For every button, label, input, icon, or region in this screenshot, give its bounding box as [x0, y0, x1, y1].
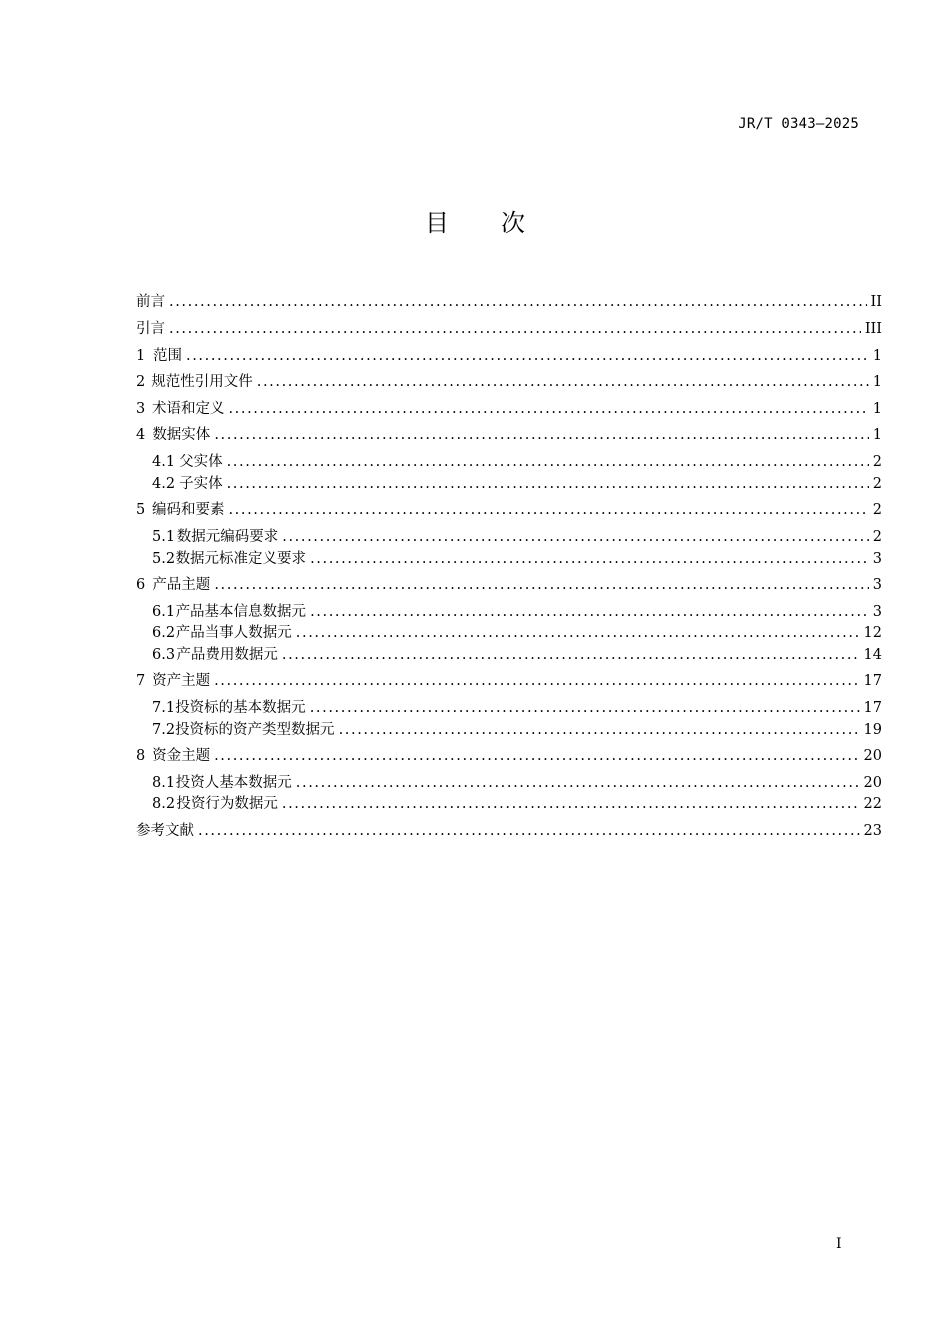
- footer-page-number: I: [836, 1236, 842, 1252]
- leader-dots: [296, 775, 860, 791]
- leader-dots: [227, 454, 869, 470]
- toc-number: 4: [136, 427, 146, 443]
- toc-entry-5-1[interactable]: [136, 525, 882, 545]
- toc-entry-7-1[interactable]: [136, 696, 882, 716]
- toc-label: 资产主题: [152, 673, 211, 689]
- toc-number: 6: [136, 577, 146, 593]
- toc-label: 编码和要素: [151, 502, 225, 518]
- toc-entry-1[interactable]: [136, 344, 882, 364]
- leader-dots: [228, 401, 868, 417]
- leader-dots: [282, 647, 860, 663]
- toc-page-number: 14: [863, 647, 882, 663]
- toc-entry-references[interactable]: [136, 819, 882, 839]
- toc-label: 投资行为数据元: [176, 796, 278, 812]
- toc-page-number: 20: [863, 748, 882, 764]
- toc-page-number: 2: [872, 502, 882, 518]
- leader-dots: [214, 673, 859, 689]
- toc-number: 7.1: [152, 700, 176, 716]
- toc-number: 8: [136, 748, 146, 764]
- toc-page-number: 17: [863, 673, 882, 689]
- toc-label: 产品基本信息数据元: [175, 604, 307, 620]
- leader-dots: [310, 551, 869, 567]
- leader-dots: [214, 427, 868, 443]
- toc-number: 6.3: [152, 647, 176, 663]
- toc-label: 术语和定义: [151, 401, 225, 417]
- leader-dots: [198, 823, 860, 839]
- leader-dots: [282, 796, 860, 812]
- leader-dots: [169, 321, 861, 337]
- toc-page-number: 1: [872, 374, 882, 390]
- toc-entry-4[interactable]: [136, 423, 882, 443]
- toc-entry-4-2[interactable]: [136, 472, 882, 492]
- toc-number: 6.2: [152, 625, 176, 641]
- toc-label: 参考文献: [136, 823, 194, 839]
- toc-page-number: 19: [863, 722, 882, 738]
- toc-number: 5.1: [152, 529, 176, 545]
- toc-page-number: 2: [872, 476, 882, 492]
- toc-label: 产品当事人数据元: [175, 625, 292, 641]
- toc-page-number: 1: [872, 401, 882, 417]
- toc-number: 5: [136, 502, 146, 518]
- toc-entry-introduction[interactable]: [136, 317, 882, 337]
- leader-dots: [282, 529, 869, 545]
- toc-page-number: 3: [872, 551, 882, 567]
- toc-label: 投资标的资产类型数据元: [175, 722, 335, 738]
- toc-entry-6-3[interactable]: [136, 643, 882, 663]
- toc-entry-5[interactable]: [136, 498, 882, 518]
- toc-page-number: 2: [872, 454, 882, 470]
- toc-number: 3: [136, 401, 146, 417]
- toc-entry-7-2[interactable]: [136, 718, 882, 738]
- toc-label: 产品主题: [152, 577, 211, 593]
- toc-page-number: 23: [863, 823, 882, 839]
- toc-page-number: 1: [872, 427, 882, 443]
- toc-number: 7.2: [152, 722, 176, 738]
- toc-entry-5-2[interactable]: [136, 547, 882, 567]
- toc-entry-6-1[interactable]: [136, 600, 882, 620]
- toc-page-number: 20: [863, 775, 882, 791]
- toc-page-number: 12: [863, 625, 882, 641]
- leader-dots: [227, 476, 869, 492]
- leader-dots: [310, 700, 860, 716]
- leader-dots: [214, 577, 868, 593]
- toc-page-number: 22: [863, 796, 882, 812]
- toc-number: 4.2: [152, 476, 176, 492]
- toc-label: 数据元标准定义要求: [175, 551, 307, 567]
- toc-label: 规范性引用文件: [151, 374, 253, 390]
- toc-entry-4-1[interactable]: [136, 450, 882, 470]
- toc-label: 投资标的基本数据元: [175, 700, 306, 716]
- toc-label: 前言: [136, 294, 165, 310]
- toc-number: 1: [136, 348, 146, 364]
- toc-page-number: 3: [872, 577, 882, 593]
- toc-entry-2[interactable]: [136, 370, 882, 390]
- leader-dots: [257, 374, 869, 390]
- toc-label: 产品费用数据元: [176, 647, 278, 663]
- toc-page-number: III: [864, 321, 882, 337]
- toc-label: 父实体: [179, 454, 223, 470]
- toc-label: 子实体: [179, 476, 223, 492]
- toc-label: 投资人基本数据元: [175, 775, 292, 791]
- toc-entry-preface[interactable]: [136, 290, 882, 310]
- toc-entry-8-2[interactable]: [136, 792, 882, 812]
- document-code: JR/T 0343—2025: [738, 116, 859, 132]
- page-title: 目次: [425, 209, 577, 237]
- toc-page-number: 17: [863, 700, 882, 716]
- toc-number: 4.1: [152, 454, 176, 470]
- toc-label: 数据元编码要求: [176, 529, 279, 545]
- toc-number: 6.1: [152, 604, 176, 620]
- toc-page-number: 2: [872, 529, 882, 545]
- toc-number: 2: [136, 374, 146, 390]
- leader-dots: [186, 348, 869, 364]
- leader-dots: [214, 748, 859, 764]
- toc-entry-3[interactable]: [136, 397, 882, 417]
- toc-entry-8-1[interactable]: [136, 771, 882, 791]
- toc-entry-6-2[interactable]: [136, 621, 882, 641]
- toc-number: 5.2: [152, 551, 176, 567]
- toc-label: 数据实体: [152, 427, 211, 443]
- toc-label: 引言: [136, 321, 165, 337]
- toc-entry-7[interactable]: [136, 669, 882, 689]
- toc-page-number: 1: [872, 348, 882, 364]
- leader-dots: [169, 294, 867, 310]
- leader-dots: [296, 625, 860, 641]
- toc-label: 范围: [153, 348, 183, 364]
- toc-page-number: 3: [872, 604, 882, 620]
- toc-entry-8[interactable]: [136, 744, 882, 764]
- toc-number: 7: [136, 673, 146, 689]
- toc-page-number: II: [870, 294, 882, 310]
- toc-number: 8.1: [152, 775, 176, 791]
- toc-number: 8.2: [152, 796, 176, 812]
- toc-entry-6[interactable]: [136, 573, 882, 593]
- toc-label: 资金主题: [152, 748, 211, 764]
- leader-dots: [228, 502, 868, 518]
- leader-dots: [310, 604, 869, 620]
- leader-dots: [339, 722, 860, 738]
